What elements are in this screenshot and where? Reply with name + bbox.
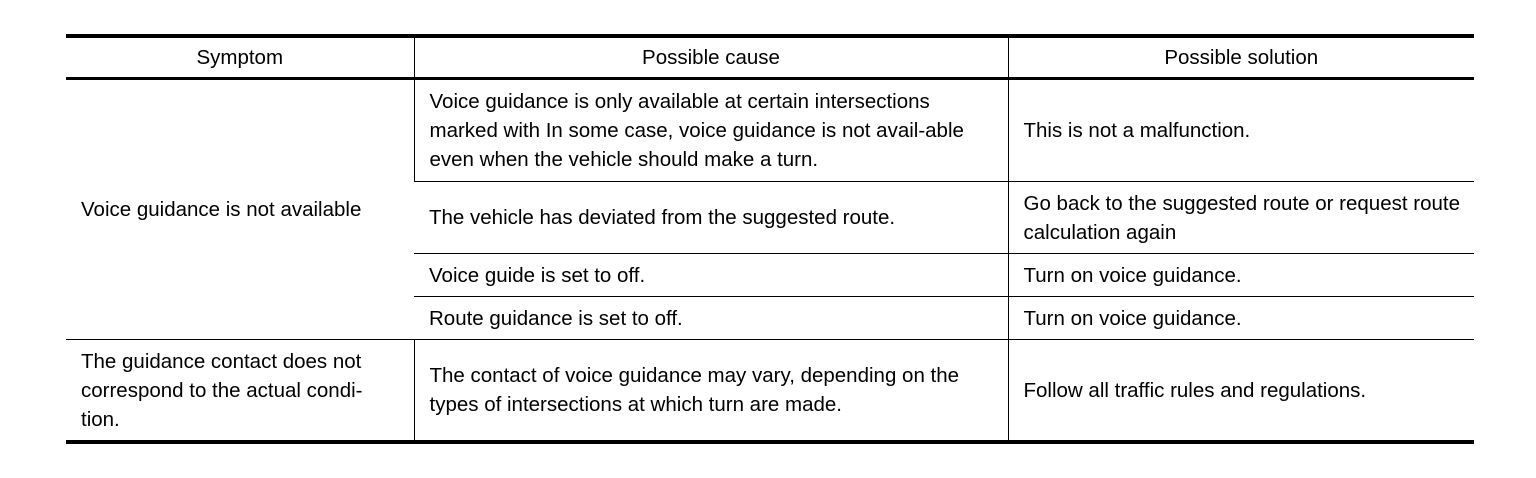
cause-cell: Voice guide is set to off. (429, 263, 646, 287)
solution-cell: This is not a malfunction. (1008, 79, 1474, 182)
table-header-row (66, 36, 1474, 79)
header-symptom: Symptom (196, 46, 284, 69)
solution-cell: Turn on voice guidance. (1008, 297, 1474, 340)
table-row (66, 340, 1474, 443)
troubleshooting-table (66, 34, 1474, 444)
symptom-cell: The guidance contact does not correspond to the actual condi-tion. (81, 349, 363, 431)
solution-cell: Turn on voice guidance. (1008, 254, 1474, 297)
header-possible-cause: Possible cause (414, 36, 1008, 79)
table-row (66, 79, 1474, 182)
cause-cell: Route guidance is set to off. (429, 306, 683, 330)
symptom-cell: Voice guidance is not available (81, 198, 362, 221)
solution-cell: Follow all traffic rules and regulations. (1008, 340, 1474, 443)
cause-cell: Voice guidance is only available at certain intersections marked with In some case, voice guidance is not avail-able even when the vehicle should make a turn. (414, 79, 1008, 182)
cause-cell: The vehicle has deviated from the suggested route. (429, 206, 896, 229)
header-possible-solution: Possible solution (1008, 36, 1474, 79)
cause-cell: The contact of voice guidance may vary, depending on the types of intersections at which turn are made. (414, 340, 1008, 443)
solution-cell: Go back to the suggested route or request route calculation again (1008, 182, 1474, 254)
